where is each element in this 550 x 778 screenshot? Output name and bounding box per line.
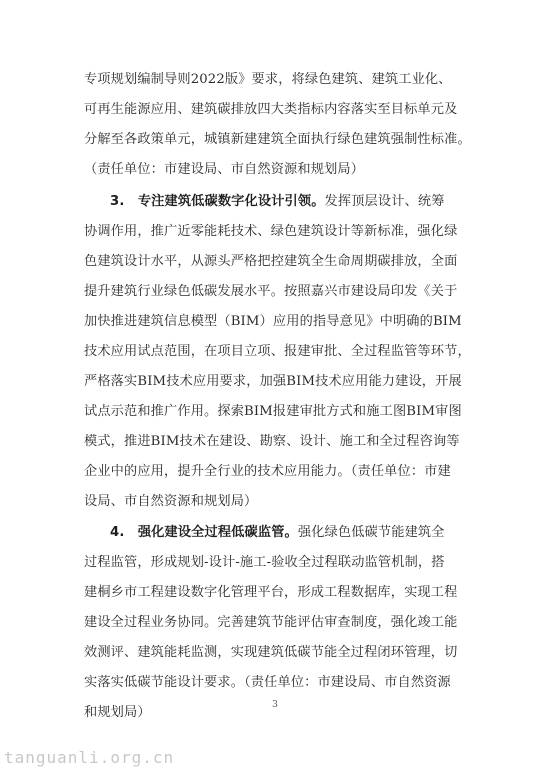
page-number: 3 xyxy=(272,700,278,710)
paragraph-line: （责任单位：市建设局、市自然资源和规划局） xyxy=(84,162,365,177)
paragraph-line: 建桐乡市工程建设数字化管理平台，形成工程数据库，实现工程 xyxy=(84,585,458,600)
paragraph-line: 试点示范和推广作用。探索BIM报建审批方式和施工图BIM审图 xyxy=(84,404,462,419)
paragraph-line: 专项规划编制导则2022版》要求，将绿色建筑、建筑工业化、 xyxy=(84,72,452,87)
paragraph-line: 提升建筑行业绿色低碳发展水平。按照嘉兴市建设局印发《关于 xyxy=(84,284,458,299)
section-3-heading: 3. 专注建筑低碳数字化设计引领。 xyxy=(110,194,325,209)
paragraph-line: 过程监管，形成规划-设计-施工-验收全过程联动监管机制，搭 xyxy=(84,555,445,570)
paragraph-line: 色建筑设计水平，从源头严格把控建筑全生命周期碳排放，全面 xyxy=(84,254,458,269)
paragraph-line: 技术应用试点范围，在项目立项、报建审批、全过程监管等环节， xyxy=(84,344,471,359)
paragraph-line: 模式，推进BIM技术在建设、勘察、设计、施工和全过程咨询等 xyxy=(84,434,460,449)
paragraph-line: 建设全过程业务协同。完善建筑节能评估审查制度，强化竣工能 xyxy=(84,615,458,630)
paragraph-line: 分解至各政策单元，城镇新建建筑全面执行绿色建筑强制性标准。 xyxy=(84,132,471,147)
paragraph-line: 设局、市自然资源和规划局） xyxy=(84,494,258,509)
section-4-first-line xyxy=(110,521,474,545)
paragraph-text: 发挥顶层设计、统筹 xyxy=(324,194,445,209)
paragraph-line: 企业中的应用，提升全行业的技术应用能力。（责任单位：市建 xyxy=(84,464,451,479)
section-4-heading: 4. 强化建设全过程低碳监管。 xyxy=(110,525,298,540)
paragraph-text: 强化绿色低碳节能建筑全 xyxy=(297,525,445,540)
paragraph-line: 效测评、建筑能耗监测，实现建筑低碳节能全过程闭环管理，切 xyxy=(84,645,458,660)
paragraph-line: 加快推进建筑信息模型（BIM）应用的指导意见》中明确的BIM xyxy=(84,314,462,329)
section-3-first-line xyxy=(110,190,474,214)
paragraph-line: 实落实低碳节能设计要求。（责任单位：市建设局、市自然资源 xyxy=(84,675,451,690)
paragraph-line: 严格落实BIM技术应用要求，加强BIM技术应用能力建设，开展 xyxy=(84,374,462,389)
paragraph-line: 可再生能源应用、建筑碳排放四大类指标内容落实至目标单元及 xyxy=(84,102,458,117)
paragraph-line: 协调作用，推广近零能耗技术、绿色建筑设计等新标准，强化绿 xyxy=(84,224,458,239)
watermark: tanguanli.org.cn xyxy=(4,748,175,767)
paragraph-line: 和规划局） xyxy=(84,705,151,720)
